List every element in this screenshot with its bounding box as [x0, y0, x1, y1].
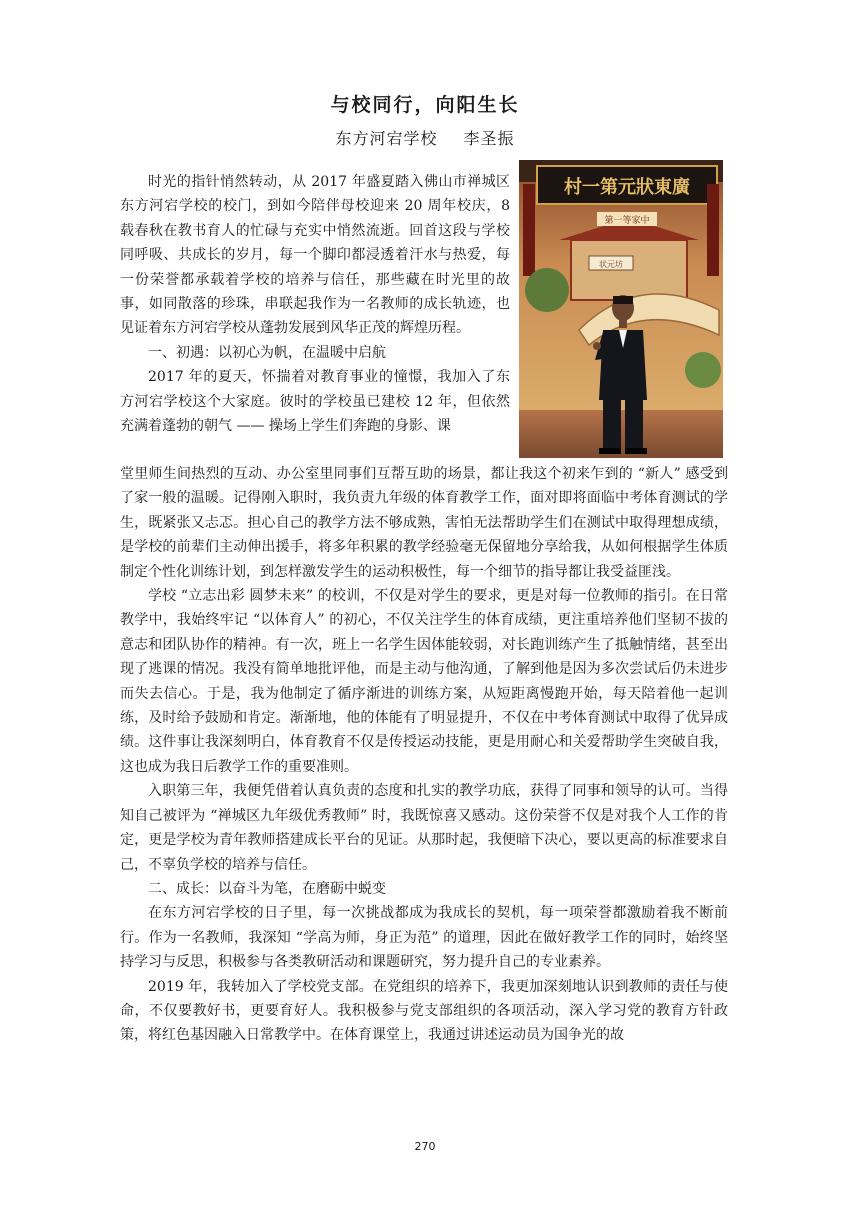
paragraph-5: 在东方河宕学校的日子里，每一次挑战都成为我成长的契机，每一项荣誉都激励着我不断前行。作为一名教师，我深知 “学高为师，身正为范” 的道理，因此在做好教学工作的同时，始终坚持学习与反思，积极参与各类教研活动和课题研究，努力提升自己的专业素养。 — [120, 905, 728, 971]
photo-gate-sign: 状元坊 — [599, 260, 623, 269]
paragraph-intro: 时光的指针悄然转动，从 2017 年盛夏踏入佛山市禅城区东方河宕学校的校门，到如今陪伴母校迎来 20 周年校庆，8 载春秋在教书育人的忙碌与充实中悄然流逝。回首这段与学校同呼吸、共成长的岁月，每一个脚印都浸透着汗水与热爱，每一份荣誉都承载着学校的培养与信任，那些藏在时光里的故事，如同散落的珍珠，串联起我作为一名教师的成长轨迹，也见证着东方河宕学校从蓬勃发展到风华正茂的辉煌历程。 — [120, 174, 510, 337]
photo-small-sign: 第一等家中 — [604, 216, 650, 226]
teacher-photo — [519, 160, 723, 458]
section-heading-2: 二、成长：以奋斗为笔，在磨砺中蜕变 — [148, 880, 386, 897]
intro-column — [120, 170, 510, 438]
photo-plaque-text: 村一第元狀東廣 — [564, 177, 690, 198]
article-title: 与校同行，向阳生长 — [330, 94, 520, 116]
section-heading-1: 一、初遇：以初心为帆，在温暖中启航 — [148, 344, 386, 361]
author-name: 李圣振 — [463, 129, 515, 148]
paragraph-6: 2019 年，我转加入了学校党支部。在党组织的培养下，我更加深刻地认识到教师的责任与使命，不仅要教好书，更要育好人。我积极参与党支部组织的各项活动，深入学习党的教育方针政策，将红色基因融入日常教学中。在体育课堂上，我通过讲述运动员为国争光的故 — [120, 978, 728, 1044]
byline — [0, 126, 850, 149]
paragraph-4: 入职第三年，我便凭借着认真负责的态度和扎实的教学功底，获得了同事和领导的认可。当得知自己被评为 “禅城区九年级优秀教师” 时，我既惊喜又感动。这份荣誉不仅是对我个人工作的肯定，更是学校为青年教师搭建成长平台的见证。从那时起，我便暗下决心，要以更高的标准要求自己，不辜负学校的培养与信任。 — [120, 783, 728, 873]
paragraph-2-continued: 堂里师生间热烈的互动、办公室里同事们互帮互助的场景，都让我这个初来乍到的 “新人” 感受到了家一般的温暖。记得刚入职时，我负责九年级的体育教学工作，面对即将面临中考体育测试的学生，既紧张又忐忑。担心自己的教学方法不够成熟，害怕无法帮助学生们在测试中取得理想成绩，是学校的前辈们主动伸出援手，将多年积累的教学经验毫无保留地分享给我，从如何根据学生体质制定个性化训练计划，到怎样激发学生的运动积极性，每一个细节的指导都让我受益匪浅。 — [120, 466, 728, 580]
author-school: 东方河宕学校 — [335, 129, 438, 148]
main-column — [120, 462, 728, 1048]
page-number: 270 — [414, 1140, 436, 1153]
paragraph-3: 学校 “立志出彩 圆梦未来” 的校训，不仅是对学生的要求，更是对每一位教师的指引。在日常教学中，我始终牢记 “以体育人” 的初心，不仅关注学生的体育成绩，更注重培养他们坚韧不拔的意志和团队协作的精神。有一次，班上一名学生因体能较弱，对长跑训练产生了抵触情绪，甚至出现了逃课的情况。我没有简单地批评他，而是主动与他沟通，了解到他是因为多次尝试后仍未进步而失去信心。于是，我为他制定了循序渐进的训练方案，从短距离慢跑开始，每天陪着他一起训练，及时给予鼓励和肯定。渐渐地，他的体能有了明显提升，不仅在中考体育测试中取得了优异成绩。这件事让我深刻明白，体育教育不仅是传授运动技能，更是用耐心和关爱帮助学生突破自我，这也成为我日后教学工作的重要准则。 — [120, 588, 728, 775]
paragraph-2-start: 2017 年的夏天，怀揣着对教育事业的憧憬，我加入了东方河宕学校这个大家庭。彼时的学校虽已建校 12 年，但依然充满着蓬勃的朝气 —— 操场上学生们奔跑的身影、课 — [120, 369, 510, 435]
